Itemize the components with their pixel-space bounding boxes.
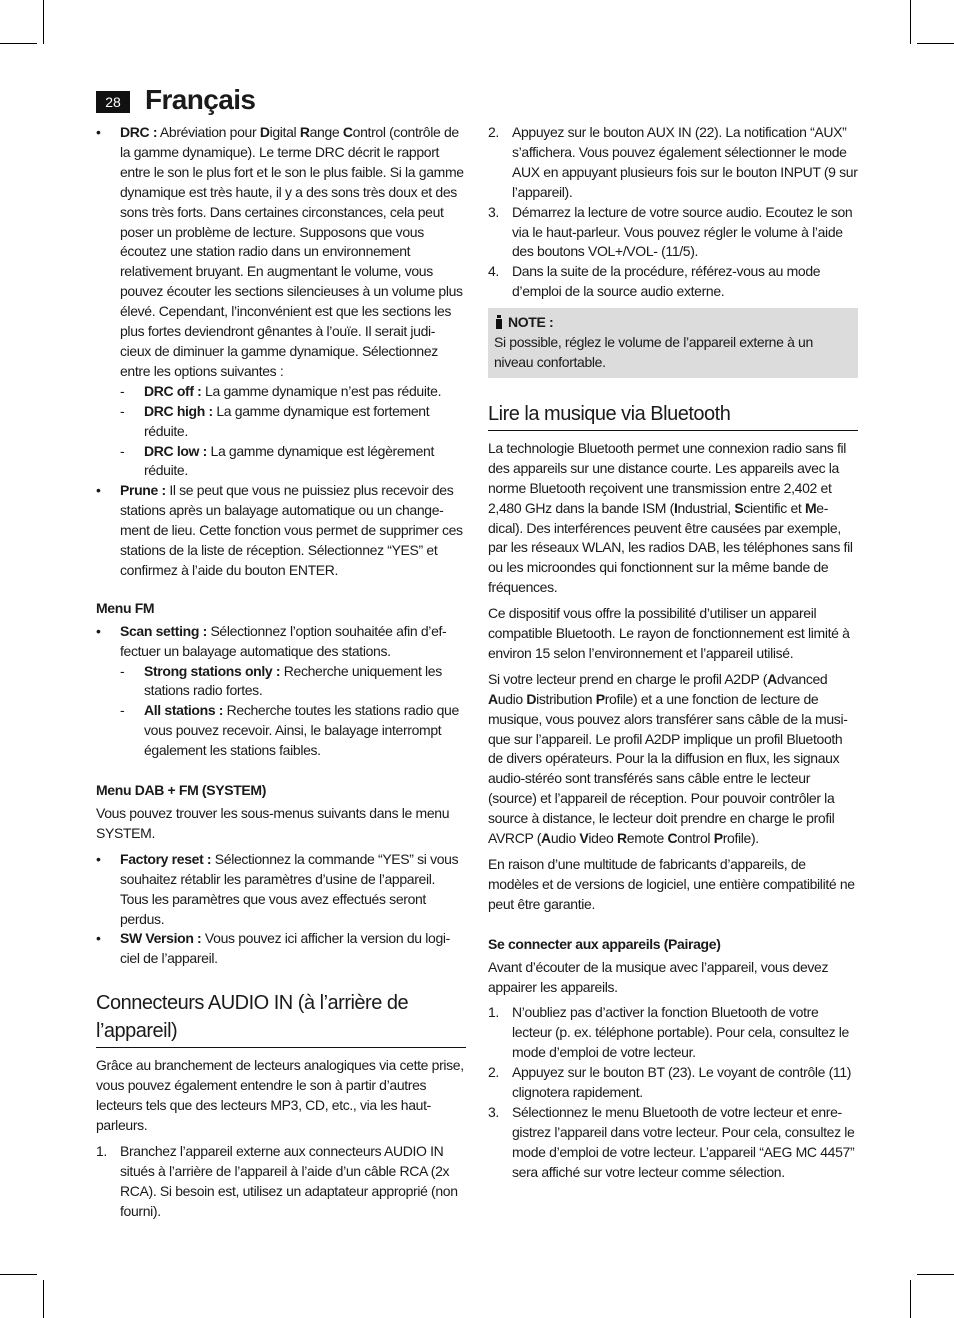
note-label-line <box>494 313 852 333</box>
menu-dab-heading: Menu DAB + FM (SYSTEM) <box>96 782 267 799</box>
page-title: Français <box>145 84 256 115</box>
list-item-sw-version: • SW Version : Vous pouvez ici afficher la version du logi-ciel de l’appareil. <box>96 929 466 969</box>
list-item-all-stations: - All stations : Recherche toutes les stations radio que vous pouvez recevoir. Ainsi, le balayage interrompt également les stations faibles. <box>96 701 466 761</box>
crop-mark <box>917 43 954 44</box>
info-icon <box>494 315 504 329</box>
menu-fm-heading: Menu FM <box>96 599 155 616</box>
page-number: 28 <box>96 91 130 113</box>
list-item-factory-reset: • Factory reset : Sélectionnez la commande “YES” si vous souhaitez rétablir les paramètres d’usine de l’appareil. Tous les paramètres que vous avez effectués seront perdus. <box>96 850 466 930</box>
list-item-step: 4. Dans la suite de la procédure, référez-vous au mode d’emploi de la source audio externe. <box>488 263 821 300</box>
bluetooth-paragraph-4: En raison d’une multitude de fabricants d’appareils, de modèles et de versions de logiciel, une entière compatibilité ne peut être garantie. <box>488 856 855 912</box>
crop-mark <box>0 1274 37 1275</box>
pairing-heading: Se connecter aux appareils (Pairage) <box>488 935 721 952</box>
note-box <box>488 308 858 378</box>
crop-mark <box>0 43 37 44</box>
list-item-prune: • Prune : Il se peut que vous ne puissiez plus recevoir des stations après un balayage automatique ou un change-ment de lieu. Cette fonction vous permet de supprimer ces stations de la liste de réception. Sélectionnez “YES” et confirmez à l’aide du bouton ENTER. <box>96 481 466 581</box>
list-item-step: 2. Appuyez sur le bouton AUX IN (22). La notification “AUX” s’affichera. Vous pouvez également sélectionner le mode AUX en appuyant plusieurs fois sur le bouton INPUT (9 sur l’appareil). <box>488 124 858 200</box>
crop-mark <box>910 0 911 44</box>
right-column <box>488 123 858 1183</box>
list-item-strong-stations: - Strong stations only : Recherche uniquement les stations radio fortes. <box>96 662 466 702</box>
crop-mark <box>43 1280 44 1318</box>
left-column <box>96 123 466 1222</box>
pairing-intro: Avant d’écouter de la musique avec l’appareil, vous devez appairer les appareils. <box>488 958 829 995</box>
list-item-step: 1. Branchez l’appareil externe aux connecteurs AUDIO IN situés à l’arrière de l’appareil à l’aide d’un câble RCA (2x RCA). Si besoin est, utilisez un adaptateur approprié (non fourni). <box>96 1142 458 1219</box>
list-item-step: 3. Démarrez la lecture de votre source audio. Ecoutez le son via le haut-parleur. Vous pouvez régler le volume à l’aide des boutons VOL+/VOL- (11/5). <box>488 203 853 260</box>
bluetooth-paragraph-2: Ce dispositif vous offre la possibilité d’utiliser un appareil compatible Bluetooth. Le rayon de fonctionnement est limité à environ 15 selon l’environnement et l’appareil utilisé. <box>488 605 850 661</box>
list-item-drc-high: - DRC high : La gamme dynamique est fortement réduite. <box>96 402 466 442</box>
list-item-step: 1. N’oubliez pas d’activer la fonction Bluetooth de votre lecteur (p. ex. téléphone portable). Pour cela, consultez le mode d’emploi de votre lecteur. <box>488 1004 849 1061</box>
crop-mark <box>917 1274 954 1275</box>
bluetooth-paragraph-3: Si votre lecteur prend en charge le profil A2DP (Advanced Audio Distribution Profile) et a une fonction de lecture de musique, vous pouvez alors transférer sans câble de la musi-que sur l’appareil. Le profil A2DP implique un profil Bluetooth de divers opérateurs. Pour la la diffusion en flux, les signaux audio-stéréo sont transférés sans câble entre le lecteur (source) et l’appareil de réception. Pour pouvoir contrôler la source à distance, le lecteur doit prendre en charge le profil AVRCP (Audio Video Remote Control Profile). <box>488 670 848 847</box>
bluetooth-paragraph-1: La technologie Bluetooth permet une connexion radio sans fil des appareils sur une distance courte. Les appareils avec la norme Bluetooth reçoivent une transmission entre 2,402 et 2,480 GHz dans la bande ISM (Industrial, Scientific et Me-dical). Des interférences peuvent être causées par exemple, par les réseaux WLAN, les radios DAB, les téléphones sans fil ou les microondes qui fonctionnent sur la même bande de fréquences. <box>488 439 853 596</box>
menu-dab-intro: Vous pouvez trouver les sous-menus suivants dans le menu SYSTEM. <box>96 805 450 841</box>
note-text: Si possible, réglez le volume de l’appareil externe à un niveau confortable. <box>494 334 813 370</box>
audio-in-intro: Grâce au branchement de lecteurs analogiques via cette prise, vous pouvez également entendre le son à partir d’autres lecteurs tels que des lecteurs MP3, CD, etc., via les haut-parleurs. <box>96 1057 464 1133</box>
list-item-drc: • DRC : Abréviation pour Digital Range Control (contrôle de la gamme dynamique). Le terme DRC décrit le rapport entre le son le plus fort et le son le plus faible. Si la gamme dynamique est très haute, il y a des sons très doux et des sons très forts. Dans certaines circonstances, cela peut poser un problème de lecture. Supposons que vous écoutez une station radio dans un environnement relativement bruyant. En augmentant le volume, vous pouvez écouter les sections silencieuses à un volume plus élevé. Cependant, l’inconvénient est que les sections les plus fortes deviendront gênantes à l’ouïe. Il serait judi-cieux de diminuer la gamme dynamique. Sélectionnez entre les options suivantes : <box>96 123 466 382</box>
crop-mark <box>43 0 44 44</box>
list-item-drc-off: - DRC off : La gamme dynamique n’est pas réduite. <box>96 382 466 402</box>
section-heading-bluetooth: Lire la musique via Bluetooth <box>488 400 858 431</box>
list-item-step: 2. Appuyez sur le bouton BT (23). Le voyant de contrôle (11) clignotera rapidement. <box>488 1064 852 1101</box>
section-heading-audio-in: Connecteurs AUDIO IN (à l’arrière de l’appareil) <box>96 989 466 1048</box>
note-label: NOTE : <box>508 314 554 331</box>
list-item-drc-low: - DRC low : La gamme dynamique est légèrement réduite. <box>96 442 466 482</box>
list-item-step: 3. Sélectionnez le menu Bluetooth de votre lecteur et enre-gistrez l’appareil dans votre lecteur. Pour cela, consultez le mode d’emploi de votre lecteur. L’appareil “AEG MC 4457” sera affiché sur votre lecteur comme sélection. <box>488 1103 855 1180</box>
crop-mark <box>910 1280 911 1318</box>
list-item-scan-setting: • Scan setting : Sélectionnez l’option souhaitée afin d’ef-fectuer un balayage automatique des stations. <box>96 622 466 662</box>
